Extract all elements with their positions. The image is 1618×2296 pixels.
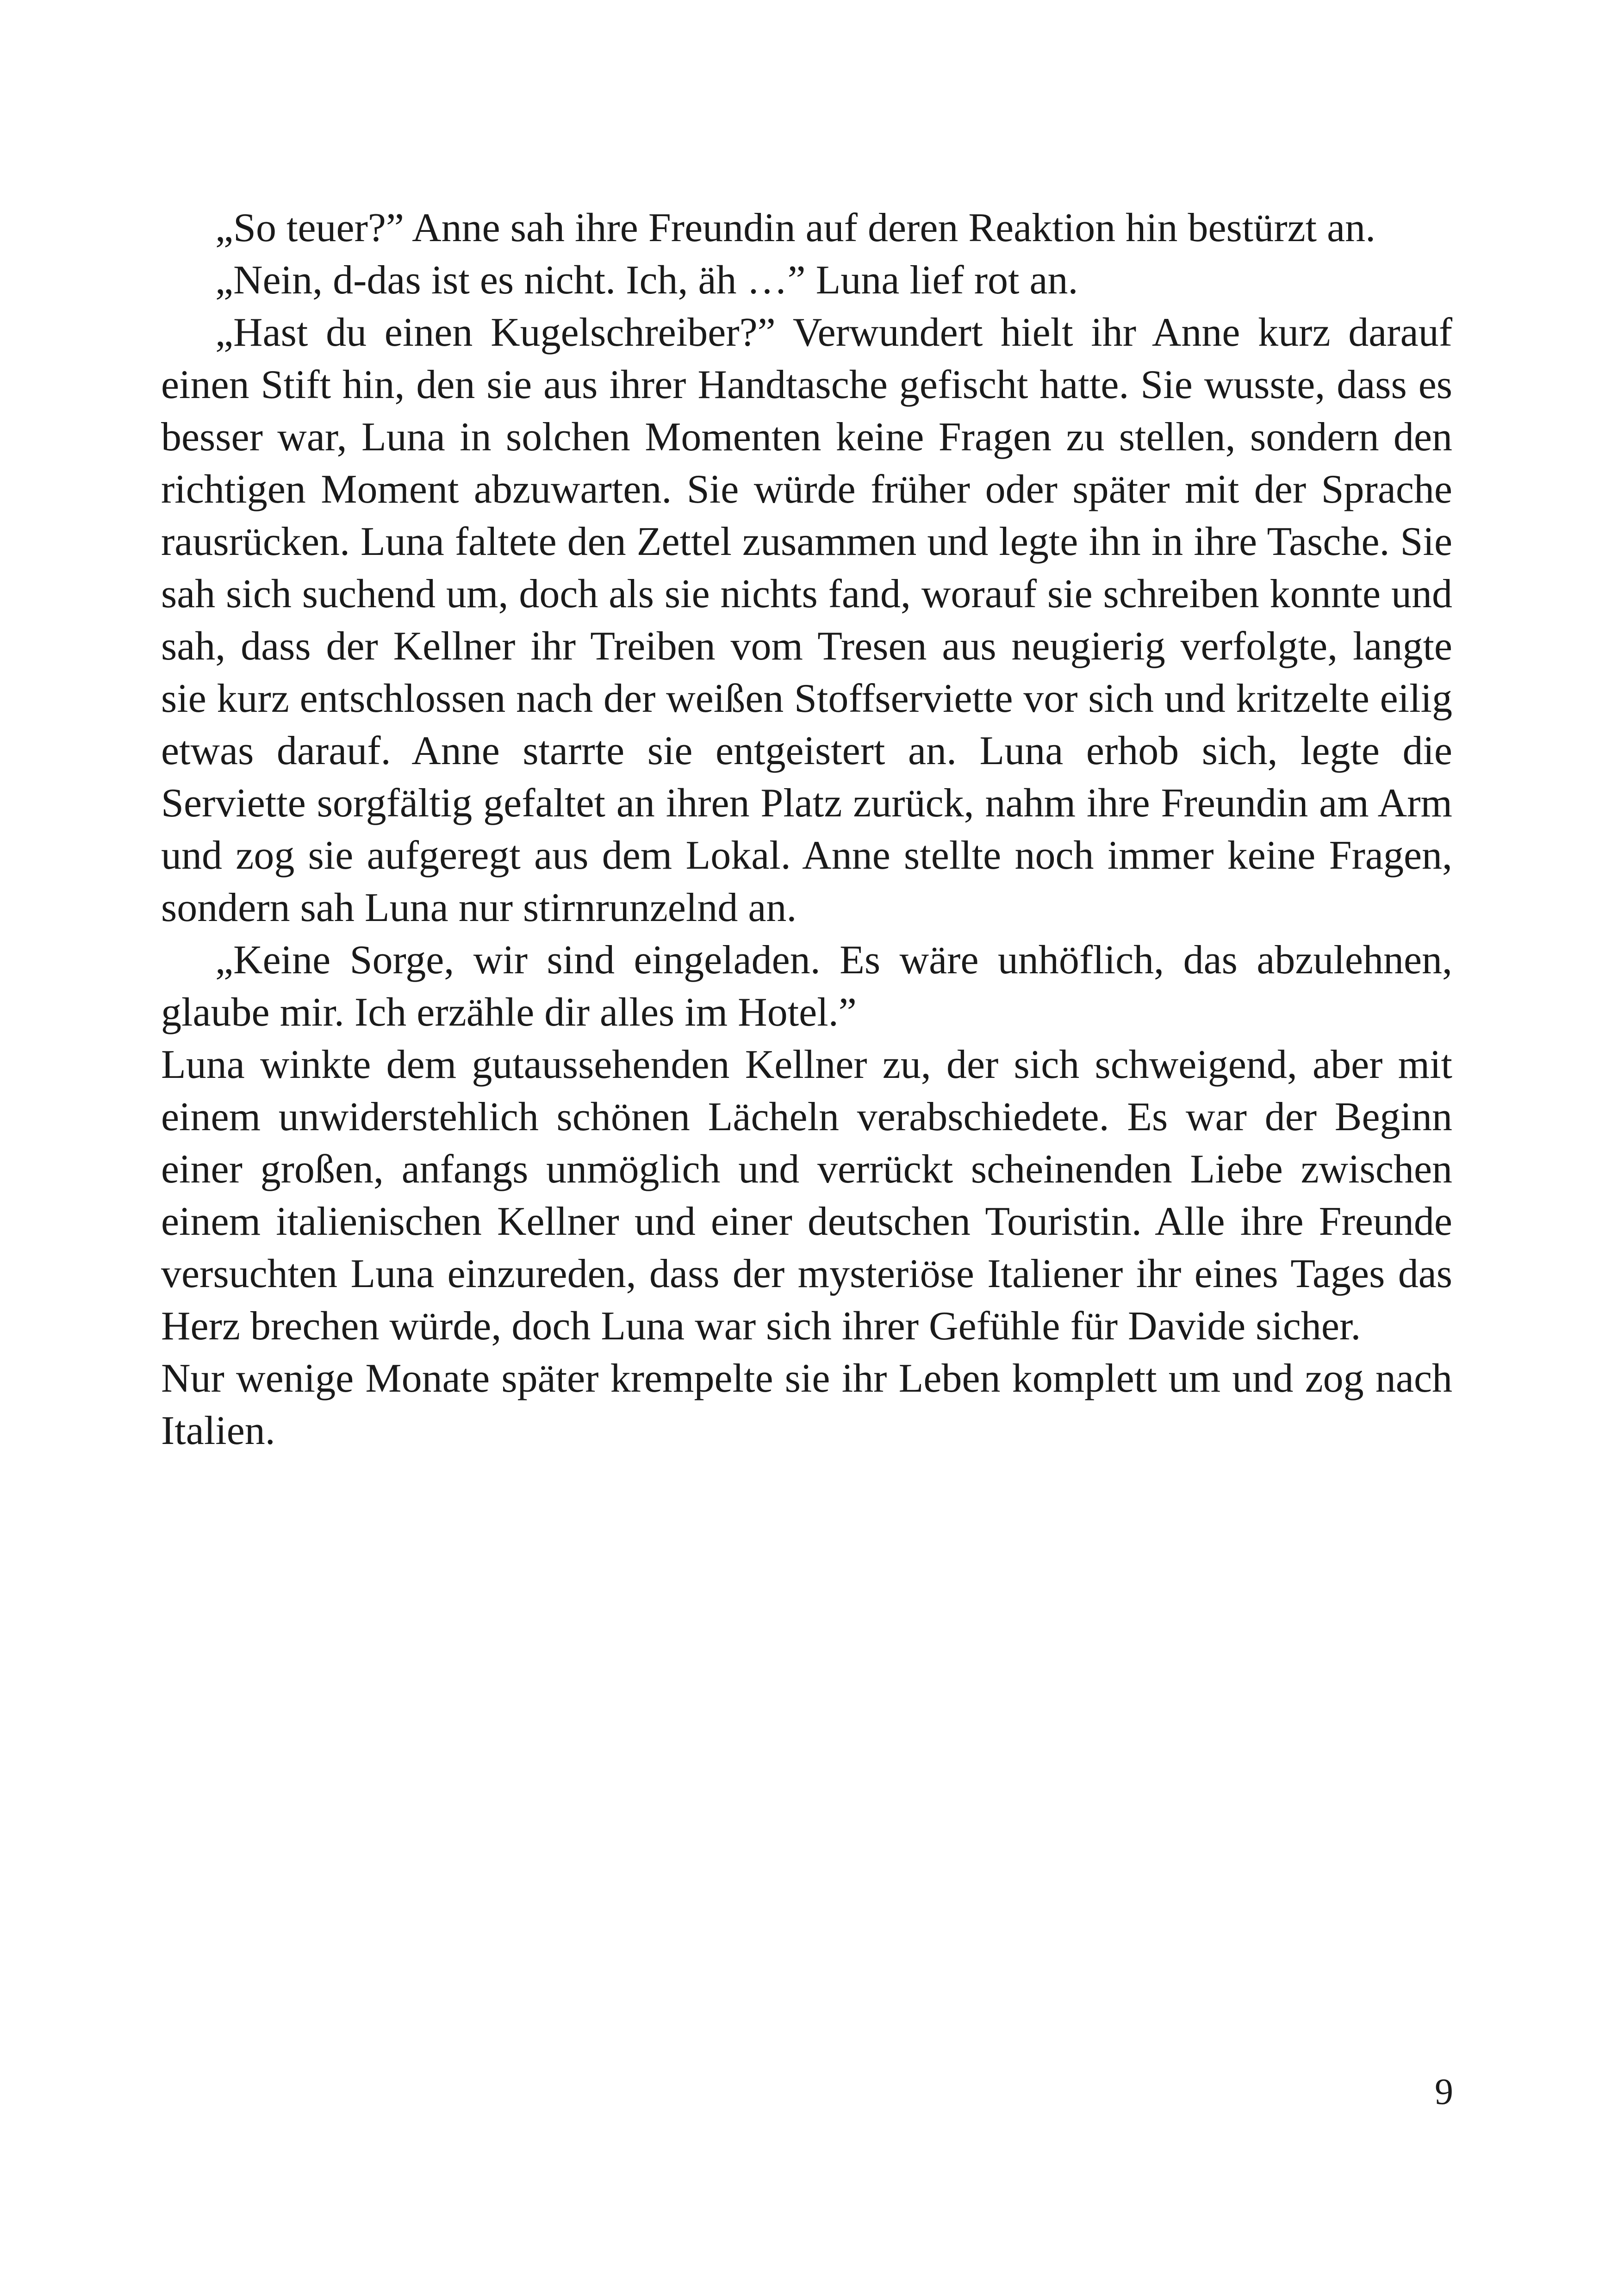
paragraph-5: Luna winkte dem gutaussehenden Kellner zu, der sich schweigend, aber mit einem unwiderstehlich schönen Lächeln verabschiedete. Es war der Beginn einer großen, anfangs unmöglich und verrückt scheinenden Liebe zwischen einem italienischen Kellner und einer deutschen Touristin. Alle ihre Freunde versuchten Luna einzureden, dass der mysteriöse Italiener ihr eines Tages das Herz brechen würde, doch Luna war sich ihrer Gefühle für Davide sicher.	[161, 1042, 1452, 1349]
paragraph-3: „Hast du einen Kugelschreiber?” Verwundert hielt ihr Anne kurz darauf einen Stift hin, den sie aus ihrer Handtasche gefischt hatte. Sie wusste, dass es besser war, Luna in solchen Momenten keine Fragen zu stellen, sondern den richtigen Moment abzuwarten. Sie würde früher oder später mit der Sprache rausrücken. Luna faltete den Zettel zusammen und legte ihn in ihre Tasche. Sie sah sich suchend um, doch als sie nichts fand, worauf sie schreiben konnte und sah, dass der Kellner ihr Treiben vom Tresen aus neugierig verfolgte, langte sie kurz entschlossen nach der weißen Stoffserviette vor sich und kritzelte eilig etwas darauf. Anne starrte sie entgeistert an. Luna erhob sich, legte die Serviette sorgfältig gefaltet an ihren Platz zurück, nahm ihre Freundin am Arm und zog sie aufgeregt aus dem Lokal. Anne stellte noch immer keine Fragen, sondern sah Luna nur stirnrunzelnd an.	[161, 310, 1452, 930]
paragraph-1: „So teuer?” Anne sah ihre Freundin auf deren Reaktion hin bestürzt an.	[215, 205, 1376, 250]
page-number: 9	[1435, 2072, 1453, 2112]
paragraph-2: „Nein, d-das ist es nicht. Ich, äh …” Luna lief rot an.	[215, 258, 1078, 303]
body-text	[161, 202, 1452, 1457]
paragraph-4: „Keine Sorge, wir sind eingeladen. Es wäre unhöflich, das abzulehnen, glaube mir. Ich erzähle dir alles im Hotel.”	[161, 938, 1452, 1035]
paragraph-6: Nur wenige Monate später krempelte sie ihr Leben komplett um und zog nach Italien.	[161, 1356, 1452, 1453]
